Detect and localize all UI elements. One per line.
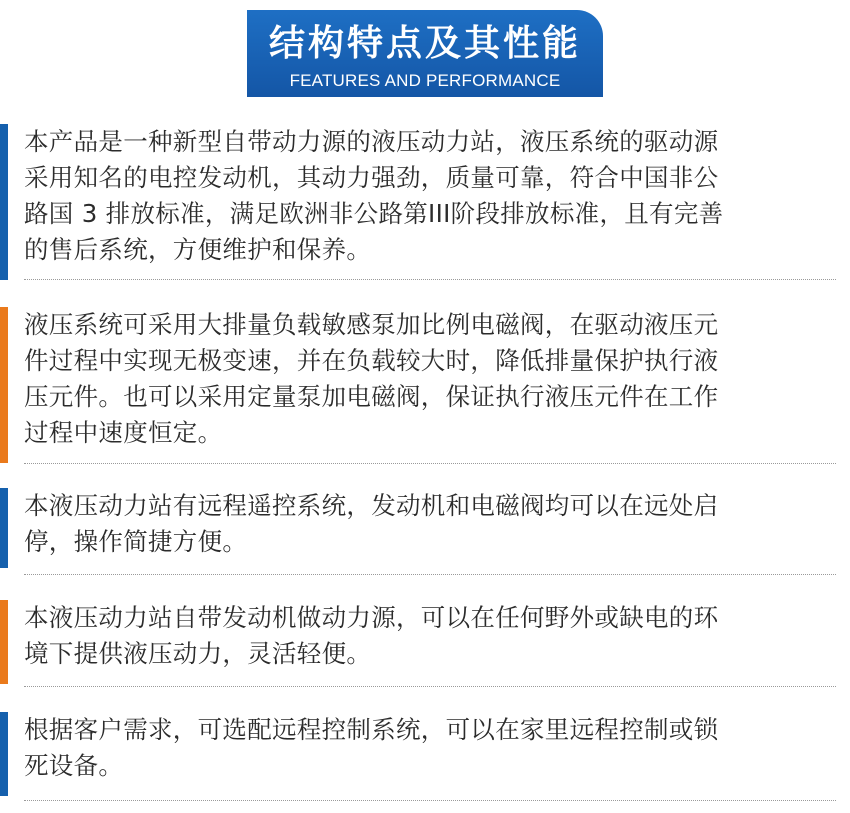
feature-item bbox=[0, 712, 850, 796]
dotted-divider bbox=[24, 800, 836, 801]
feature-line: 本液压动力站有远程遥控系统，发动机和电磁阀均可以在远处启 bbox=[24, 491, 719, 520]
dotted-divider bbox=[24, 686, 836, 687]
feature-line: 根据客户需求，可选配远程控制系统，可以在家里远程控制或锁 bbox=[24, 715, 719, 744]
dotted-divider bbox=[24, 574, 836, 575]
feature-line: 路国 3 排放标准，满足欧洲非公路第III阶段排放标准，且有完善 bbox=[24, 199, 724, 228]
feature-line: 液压系统可采用大排量负载敏感泵加比例电磁阀，在驱动液压元 bbox=[24, 310, 719, 339]
feature-item bbox=[0, 600, 850, 684]
feature-item bbox=[0, 124, 850, 280]
accent-bar bbox=[0, 124, 8, 280]
feature-text bbox=[24, 307, 836, 451]
accent-bar bbox=[0, 488, 8, 568]
feature-line: 停，操作简捷方便。 bbox=[24, 527, 248, 556]
accent-bar bbox=[0, 600, 8, 684]
page-subtitle: FEATURES AND PERFORMANCE bbox=[289, 71, 561, 90]
feature-line: 境下提供液压动力，灵活轻便。 bbox=[24, 639, 372, 668]
feature-line: 本产品是一种新型自带动力源的液压动力站，液压系统的驱动源 bbox=[24, 127, 719, 156]
dotted-divider bbox=[24, 463, 836, 464]
feature-text bbox=[24, 124, 836, 268]
feature-line: 过程中速度恒定。 bbox=[24, 418, 223, 447]
feature-text bbox=[24, 600, 836, 672]
feature-line: 压元件。也可以采用定量泵加电磁阀，保证执行液压元件在工作 bbox=[24, 382, 719, 411]
feature-line: 死设备。 bbox=[24, 751, 124, 780]
feature-text bbox=[24, 712, 836, 784]
accent-bar bbox=[0, 712, 8, 796]
feature-item bbox=[0, 307, 850, 463]
feature-line: 采用知名的电控发动机，其动力强劲，质量可靠，符合中国非公 bbox=[24, 163, 719, 192]
section-banner bbox=[247, 10, 603, 97]
feature-item bbox=[0, 488, 850, 568]
feature-line: 本液压动力站自带发动机做动力源，可以在任何野外或缺电的环 bbox=[24, 603, 719, 632]
dotted-divider bbox=[24, 279, 836, 280]
feature-text bbox=[24, 488, 836, 560]
feature-line: 件过程中实现无极变速，并在负载较大时，降低排量保护执行液 bbox=[24, 346, 719, 375]
page-title: 结构特点及其性能 bbox=[268, 23, 581, 64]
feature-line: 的售后系统，方便维护和保养。 bbox=[24, 235, 372, 264]
accent-bar bbox=[0, 307, 8, 463]
